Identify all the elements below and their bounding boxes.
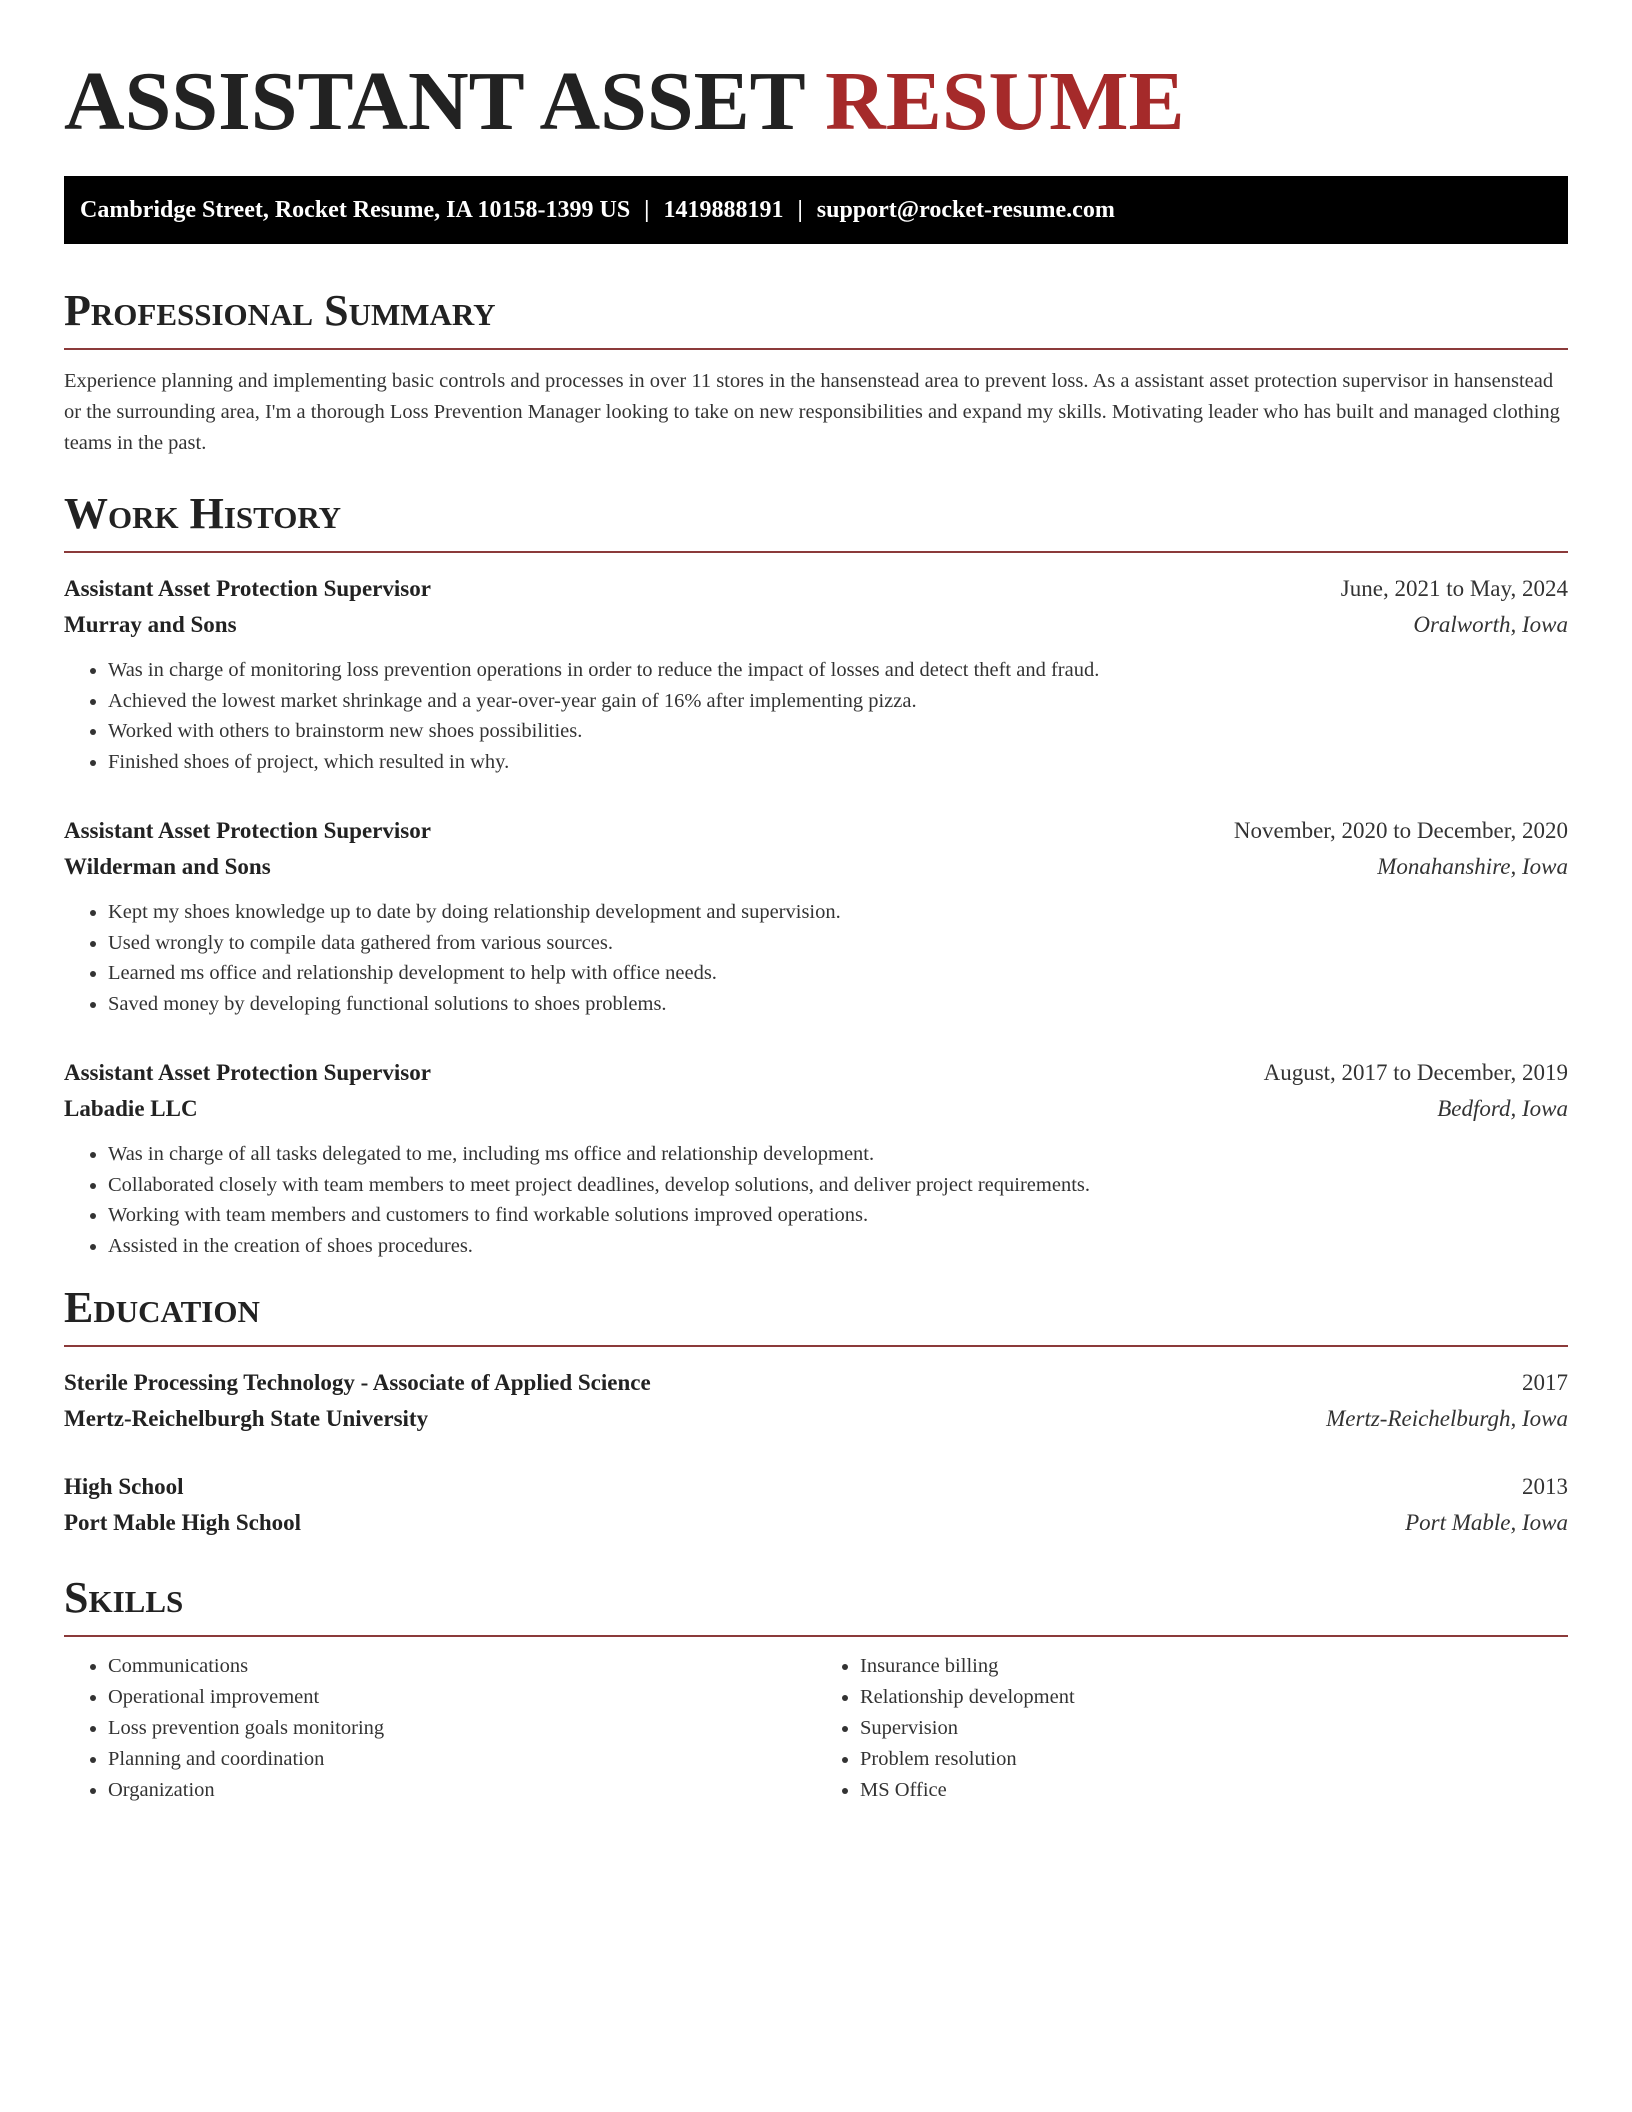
job-bullet: • Achieved the lowest market shrinkage and a year-over-year gain of 16% after implementing pizza. — [108, 686, 1568, 717]
job-dates: August, 2017 to December, 2019 — [1263, 1060, 1568, 1085]
skill-item: • Planning and coordination — [108, 1744, 816, 1775]
job-company: Wilderman and Sons — [64, 854, 271, 879]
job-location: Monahanshire, Iowa — [1377, 854, 1568, 879]
education-school: Mertz-Reichelburgh State University — [64, 1406, 429, 1431]
job-header-row — [64, 1055, 1568, 1091]
job-location: Bedford, Iowa — [1437, 1096, 1568, 1121]
job-title: Assistant Asset Protection Supervisor — [64, 818, 431, 843]
job-bullet: • Saved money by developing functional solutions to shoes problems. — [108, 989, 1568, 1020]
job-bullets — [64, 655, 1568, 777]
education-degree: High School — [64, 1474, 184, 1499]
section-heading: Work History — [64, 489, 342, 538]
education-year: 2013 — [1522, 1474, 1568, 1499]
job-bullet: • Was in charge of all tasks delegated to me, including ms office and relationship development. — [108, 1139, 1568, 1170]
job-company-row — [64, 849, 1568, 885]
section-divider — [64, 551, 1568, 553]
education-section — [64, 1281, 1568, 1541]
skill-item: • Relationship development — [860, 1682, 1568, 1713]
job-entry — [64, 1055, 1568, 1261]
job-bullet: • Finished shoes of project, which resulted in why. — [108, 747, 1568, 778]
skill-item: • MS Office — [860, 1775, 1568, 1806]
skills-section — [64, 1571, 1568, 1806]
professional-summary-section — [64, 284, 1568, 459]
skill-item: • Communications — [108, 1651, 816, 1682]
title-accent: RESUME — [825, 55, 1185, 148]
job-bullet: • Used wrongly to compile data gathered from various sources. — [108, 928, 1568, 959]
job-bullet: • Working with team members and customers to find workable solutions improved operations. — [108, 1200, 1568, 1231]
skills-grid — [64, 1651, 1568, 1806]
skill-item: • Supervision — [860, 1713, 1568, 1744]
skill-item: • Problem resolution — [860, 1744, 1568, 1775]
job-bullet: • Was in charge of monitoring loss prevention operations in order to reduce the impact of losses and detect theft and fraud. — [108, 655, 1568, 686]
job-bullet: • Assisted in the creation of shoes procedures. — [108, 1231, 1568, 1262]
section-heading: Skills — [64, 1573, 184, 1622]
job-location: Oralworth, Iowa — [1413, 612, 1568, 637]
section-divider — [64, 1635, 1568, 1637]
education-year: 2017 — [1522, 1370, 1568, 1395]
job-bullets — [64, 897, 1568, 1019]
skills-list-right — [816, 1651, 1568, 1806]
education-degree-row — [64, 1469, 1568, 1505]
section-divider — [64, 348, 1568, 350]
skill-item: • Loss prevention goals monitoring — [108, 1713, 816, 1744]
job-company: Murray and Sons — [64, 612, 237, 637]
job-bullet: • Worked with others to brainstorm new shoes possibilities. — [108, 716, 1568, 747]
education-location: Port Mable, Iowa — [1405, 1510, 1568, 1535]
contact-address: Cambridge Street, Rocket Resume, IA 10158-1399 US — [80, 197, 631, 223]
skill-item: • Operational improvement — [108, 1682, 816, 1713]
job-header-row — [64, 571, 1568, 607]
education-school-row — [64, 1505, 1568, 1541]
job-title: Assistant Asset Protection Supervisor — [64, 576, 431, 601]
section-divider — [64, 1345, 1568, 1347]
education-degree-row — [64, 1365, 1568, 1401]
job-bullet: • Collaborated closely with team members to meet project deadlines, develop solutions, and deliver project requirements. — [108, 1170, 1568, 1201]
education-school: Port Mable High School — [64, 1510, 302, 1535]
job-entry — [64, 813, 1568, 1019]
job-dates: June, 2021 to May, 2024 — [1340, 576, 1568, 601]
education-entry — [64, 1469, 1568, 1541]
skill-item: • Organization — [108, 1775, 816, 1806]
job-company: Labadie LLC — [64, 1096, 198, 1121]
education-degree: Sterile Processing Technology - Associate of Applied Science — [64, 1370, 651, 1395]
education-entry — [64, 1365, 1568, 1437]
job-dates: November, 2020 to December, 2020 — [1233, 818, 1568, 843]
job-bullet: • Learned ms office and relationship development to help with office needs. — [108, 958, 1568, 989]
job-bullets — [64, 1139, 1568, 1261]
skills-list-left — [64, 1651, 816, 1806]
contact-bar — [64, 176, 1568, 244]
contact-separator: | — [797, 197, 803, 223]
education-location: Mertz-Reichelburgh, Iowa — [1326, 1406, 1568, 1431]
job-company-row — [64, 607, 1568, 643]
contact-separator: | — [644, 197, 650, 223]
job-entry — [64, 571, 1568, 777]
summary-text: Experience planning and implementing basic controls and processes in over 11 stores in the hansenstead area to prevent loss. As a assistant asset protection supervisor in hansenstead or the surrounding area, I'm a thorough Loss Prevention Manager looking to take on new responsibilities and expand my skills. Motivating leader who has built and managed clothing teams in the past. — [64, 370, 1560, 454]
skill-item: • Insurance billing — [860, 1651, 1568, 1682]
resume-title — [64, 0, 1568, 152]
contact-phone: 1419888191 — [663, 197, 784, 223]
job-header-row — [64, 813, 1568, 849]
section-heading: Professional Summary — [64, 286, 496, 335]
job-company-row — [64, 1091, 1568, 1127]
work-history-section — [64, 487, 1568, 1261]
title-main: ASSISTANT ASSET — [64, 55, 826, 148]
job-title: Assistant Asset Protection Supervisor — [64, 1060, 431, 1085]
section-heading: Education — [64, 1283, 260, 1332]
education-school-row — [64, 1401, 1568, 1437]
job-bullet: • Kept my shoes knowledge up to date by doing relationship development and supervision. — [108, 897, 1568, 928]
contact-email: support@rocket-resume.com — [816, 197, 1115, 223]
